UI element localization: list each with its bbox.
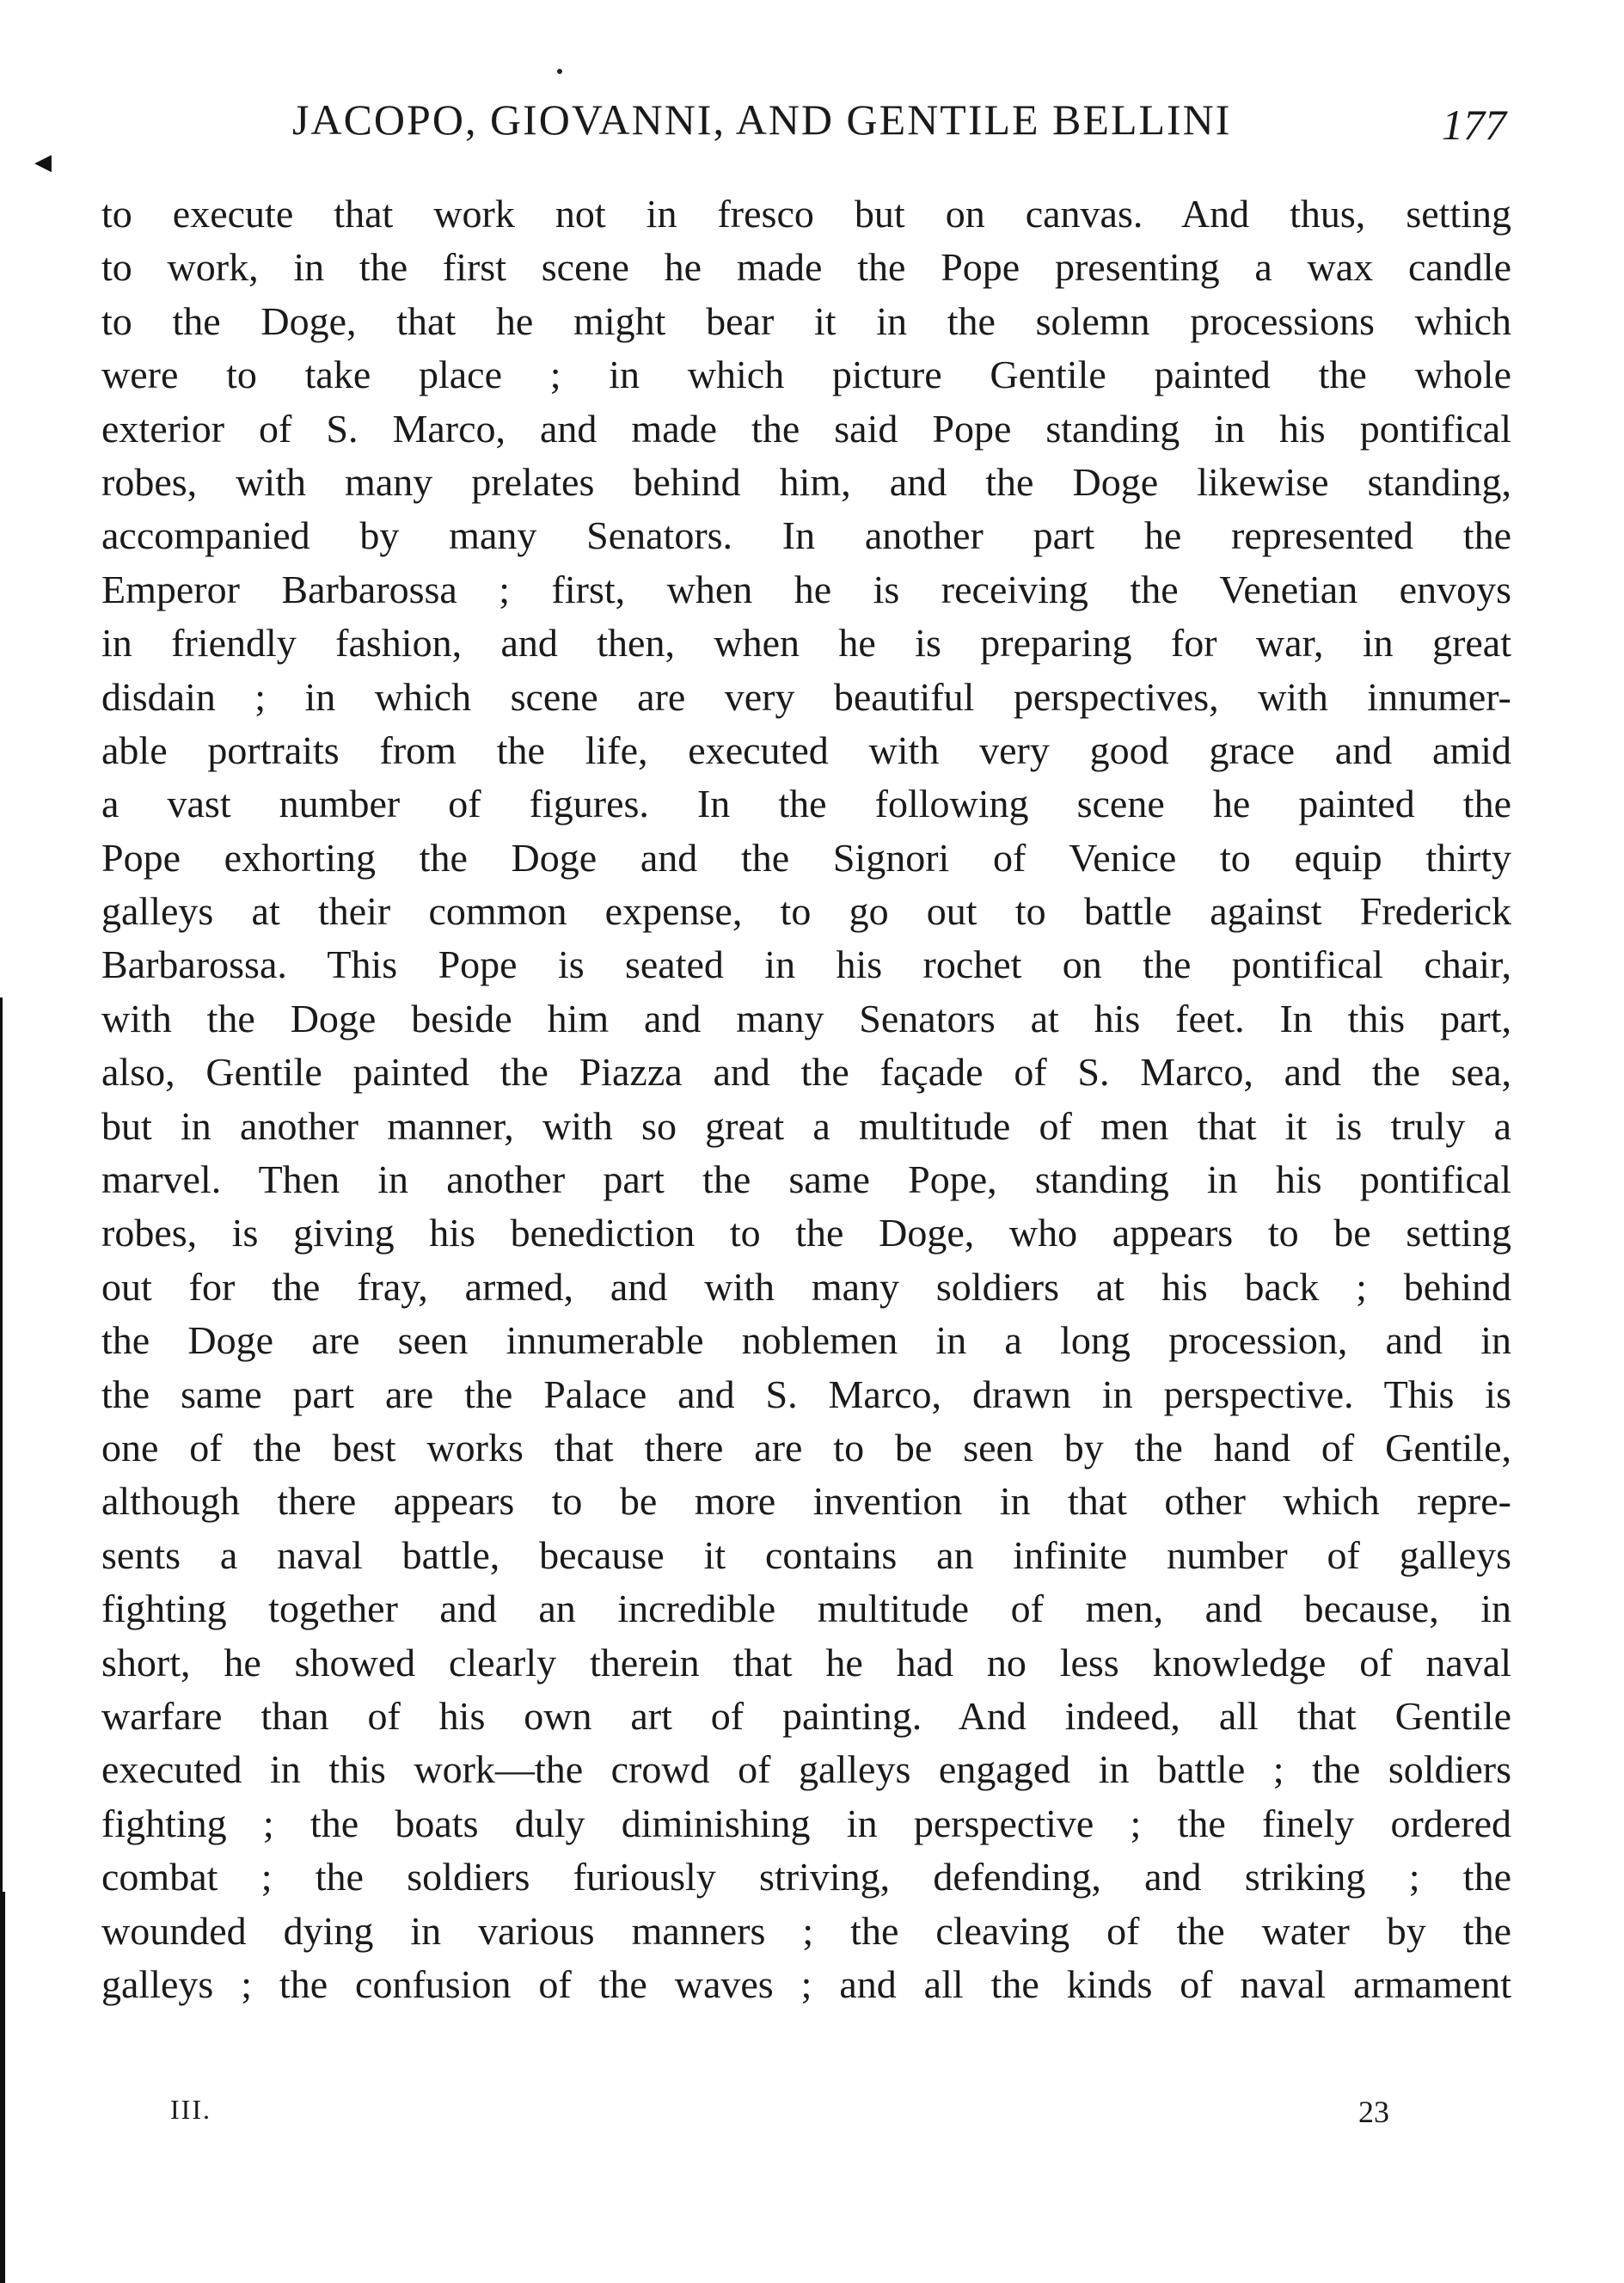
text-line: Emperor Barbarossa ; first, when he is receiving the Venetian envoys	[101, 567, 1511, 611]
text-line: sents a naval battle, because it contains an infinite number of galleys	[101, 1532, 1511, 1577]
page-number: 177	[1442, 101, 1506, 149]
scan-edge-shadow	[0, 1892, 5, 2283]
signature-number: 23	[1358, 2095, 1389, 2129]
text-line: out for the fray, armed, and with many soldiers at his back ; behind	[101, 1264, 1511, 1309]
text-line: were to take place ; in which picture Gentile painted the whole	[101, 353, 1511, 397]
text-line: executed in this work—the crowd of galleys engaged in battle ; the soldiers	[101, 1747, 1511, 1792]
volume-mark: III.	[170, 2094, 211, 2125]
text-line: robes, with many prelates behind him, and the Doge likewise standing,	[101, 459, 1511, 504]
text-line: marvel. Then in another part the same Pope, standing in his pontifical	[101, 1157, 1511, 1202]
running-head	[103, 95, 1513, 155]
text-line: although there appears to be more invention in that other which repre-	[101, 1479, 1511, 1524]
text-line: the same part are the Palace and S. Marco, drawn in perspective. This is	[101, 1372, 1511, 1416]
text-line: short, he showed clearly therein that he had no less knowledge of naval	[101, 1640, 1511, 1685]
text-line: galleys at their common expense, to go out to battle against Frederick	[101, 889, 1511, 934]
text-line: the Doge are seen innumerable noblemen in a long procession, and in	[101, 1318, 1511, 1363]
text-line: with the Doge beside him and many Senators at his feet. In this part,	[101, 996, 1511, 1040]
text-line: a vast number of figures. In the following scene he painted the	[101, 782, 1511, 826]
margin-arrow-icon: ◀	[34, 150, 52, 175]
text-line: to execute that work not in fresco but on canvas. And thus, setting	[101, 192, 1511, 236]
text-line: disdain ; in which scene are very beautiful perspectives, with innumer-	[101, 674, 1511, 719]
text-line: wounded dying in various manners ; the cleaving of the water by the	[101, 1908, 1511, 1953]
text-line: but in another manner, with so great a multitude of men that it is truly a	[101, 1103, 1511, 1148]
text-line: Barbarossa. This Pope is seated in his rochet on the pontifical chair,	[101, 942, 1511, 987]
text-line: accompanied by many Senators. In another part he represented the	[101, 513, 1511, 558]
text-line: also, Gentile painted the Piazza and the façade of S. Marco, and the sea,	[101, 1050, 1511, 1095]
text-line: Pope exhorting the Doge and the Signori of Venice to equip thirty	[101, 835, 1511, 880]
body-text	[101, 187, 1511, 2011]
text-line: exterior of S. Marco, and made the said Pope standing in his pontifical	[101, 406, 1511, 451]
text-line: warfare than of his own art of painting. And indeed, all that Gentile	[101, 1693, 1511, 1738]
text-line: combat ; the soldiers furiously striving, defending, and striking ; the	[101, 1855, 1511, 1899]
text-line: in friendly fashion, and then, when he is preparing for war, in great	[101, 621, 1511, 666]
text-line: to work, in the first scene he made the Pope presenting a wax candle	[101, 245, 1511, 290]
print-speck	[557, 69, 562, 74]
text-line: fighting together and an incredible multitude of men, and because, in	[101, 1586, 1511, 1631]
running-title: JACOPO, GIOVANNI, AND GENTILE BELLINI	[292, 95, 1232, 144]
text-line: fighting ; the boats duly diminishing in perspective ; the finely ordered	[101, 1801, 1511, 1845]
text-line: to the Doge, that he might bear it in the solemn processions which	[101, 298, 1511, 343]
text-line: able portraits from the life, executed with very good grace and amid	[101, 727, 1511, 772]
text-line: robes, is giving his benediction to the Doge, who appears to be setting	[101, 1211, 1511, 1255]
text-line: galleys ; the confusion of the waves ; and all the kinds of naval armament	[101, 1961, 1511, 2006]
text-line: one of the best works that there are to be seen by the hand of Gentile,	[101, 1425, 1511, 1470]
